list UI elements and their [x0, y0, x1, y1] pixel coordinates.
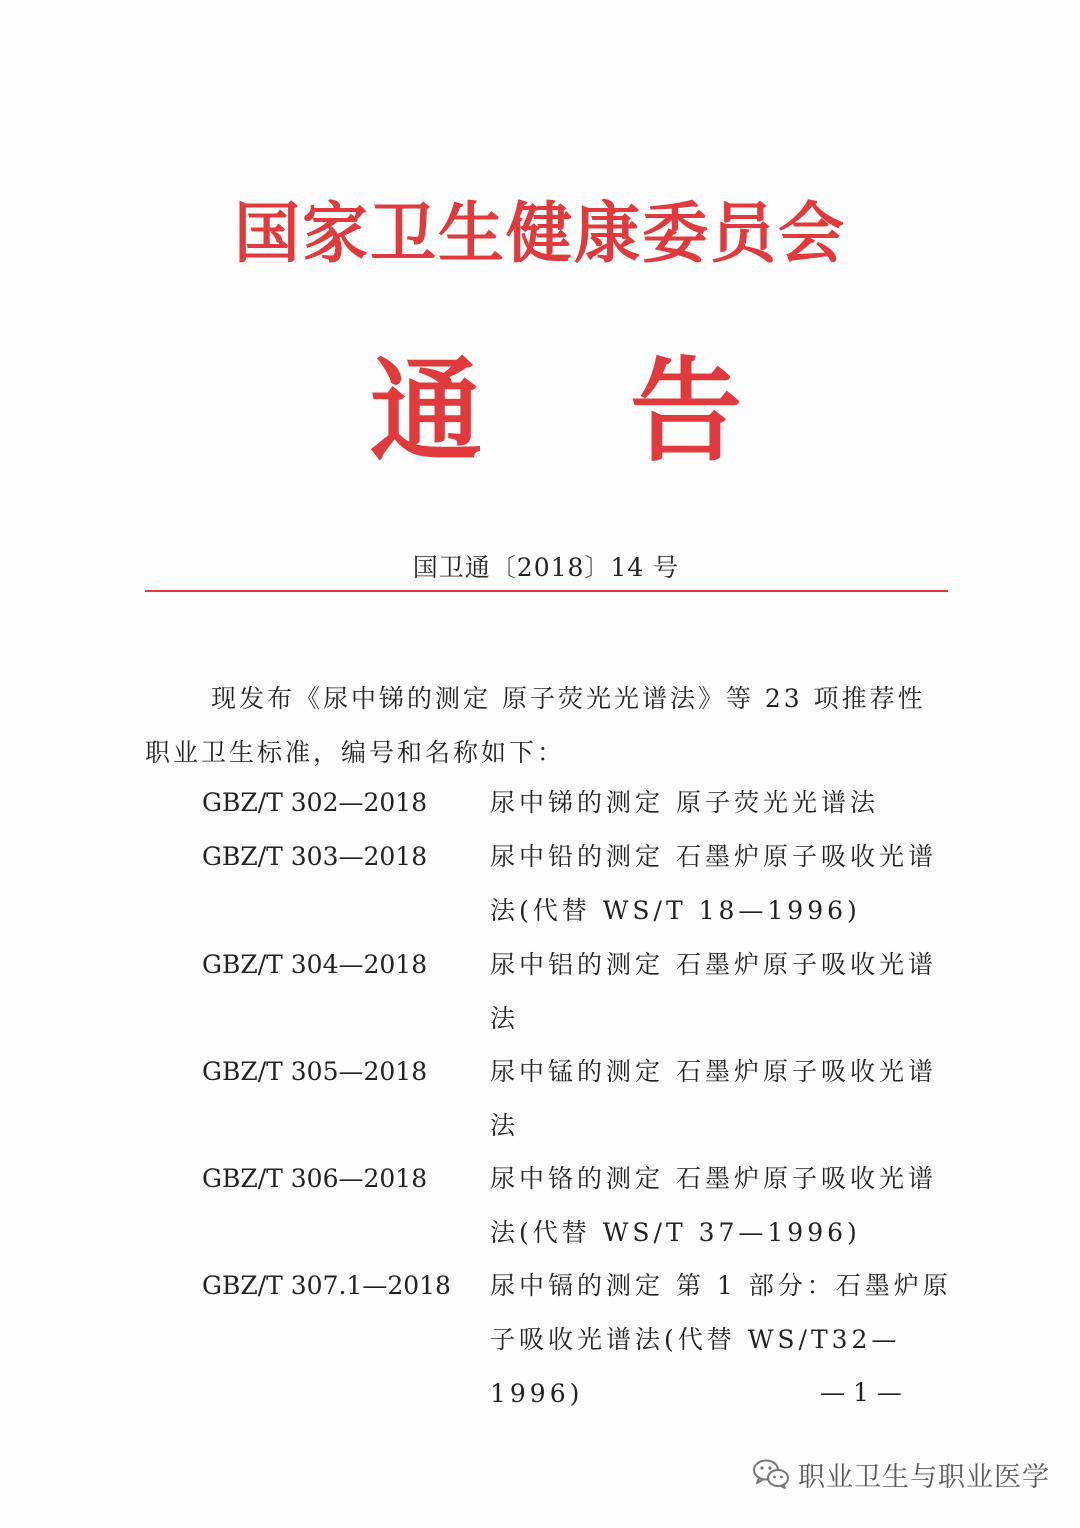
- standard-code: GBZ/T 303—2018: [202, 842, 428, 871]
- standard-name: 尿中铝的测定 石墨炉原子吸收光谱法: [490, 950, 937, 1033]
- standard-code: GBZ/T 306—2018: [202, 1164, 428, 1193]
- standard-code: GBZ/T 307.1—2018: [202, 1271, 451, 1300]
- red-divider-line: [145, 590, 948, 592]
- standard-name: 尿中锰的测定 石墨炉原子吸收光谱法: [490, 1057, 937, 1140]
- issuing-agency: 国家卫生健康委员会: [234, 194, 846, 272]
- standard-name: 尿中铅的测定 石墨炉原子吸收光谱法(代替 WS/T 18—1996): [490, 842, 937, 925]
- notice-title-char-1: 通: [370, 346, 482, 477]
- standard-name: 尿中锑的测定 原子荧光光谱法: [490, 788, 879, 817]
- standard-code: GBZ/T 305—2018: [202, 1057, 428, 1086]
- standard-code: GBZ/T 302—2018: [202, 788, 428, 817]
- wechat-icon: [752, 1458, 790, 1490]
- watermark-text: 职业卫生与职业医学: [798, 1461, 1050, 1493]
- standard-name: 尿中铬的测定 石墨炉原子吸收光谱法(代替 WS/T 37—1996): [490, 1164, 937, 1247]
- notice-title-char-2: 告: [630, 346, 742, 477]
- document-number: 国卫通〔2018〕14 号: [412, 553, 680, 582]
- watermark: [752, 1452, 1050, 1496]
- intro-paragraph: 现发布《尿中锑的测定 原子荧光光谱法》等 23 项推荐性职业卫生标准，编号和名称如下：: [145, 684, 926, 767]
- standard-code: GBZ/T 304—2018: [202, 950, 428, 979]
- standard-name: 尿中镉的测定 第 1 部分：石墨炉原子吸收光谱法(代替 WS/T32—1996): [490, 1271, 952, 1408]
- page-number: — 1 —: [820, 1378, 902, 1407]
